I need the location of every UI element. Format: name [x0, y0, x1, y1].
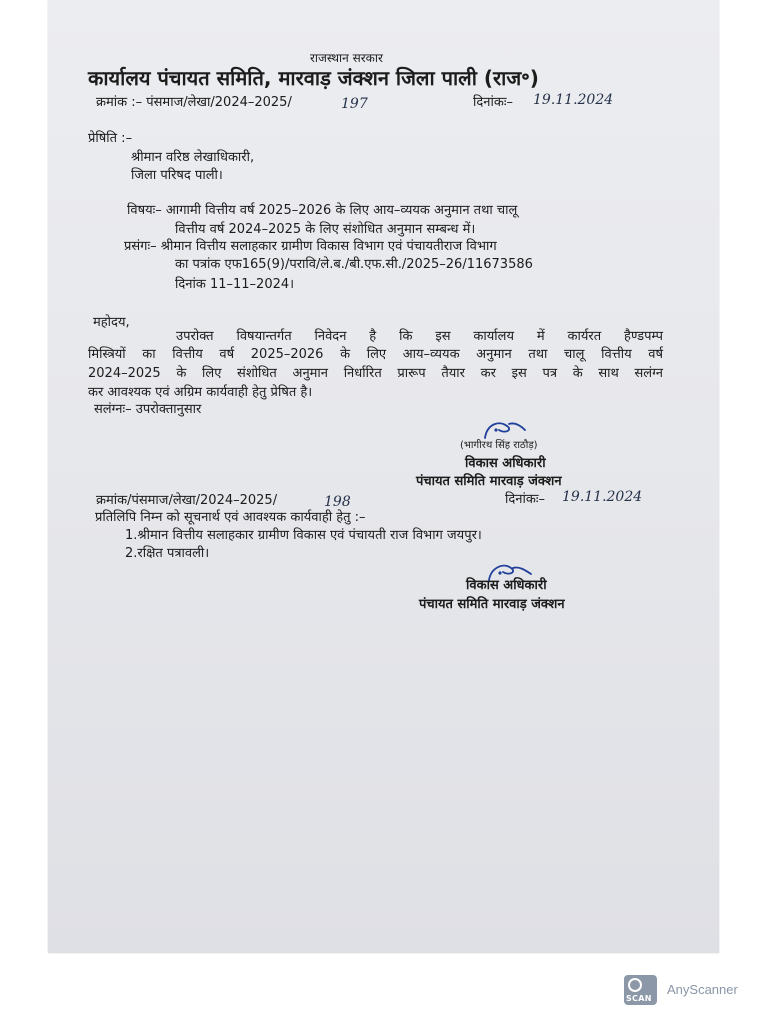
body-line-3: 2024–2025 के लिए संशोधित अनुमान निर्धारित प्रारूप तैयार कर इस पत्र के साथ सलंग्न [88, 366, 663, 381]
copy-intro: प्रतिलिपि निम्न को सूचनार्थ एवं आवश्यक कार्यवाही हेतु :– [95, 510, 366, 525]
reference-line-3: दिनांक 11–11–2024। [175, 277, 295, 292]
signatory-designation: विकास अधिकारी [465, 456, 546, 471]
copy-item-1: 1.श्रीमान वित्तीय सलाहकार ग्रामीण विकास एवं पंचायती राज विभाग जयपुर। [125, 528, 482, 543]
copy-item-2: 2.रक्षित पत्रावली। [125, 546, 210, 561]
signatory-2-designation: विकास अधिकारी [466, 578, 547, 593]
copy-reference-number-handwritten: 198 [324, 494, 351, 510]
copy-date-handwritten: 19.11.2024 [562, 489, 643, 505]
subject-line-2: वित्तीय वर्ष 2024–2025 के लिए संशोधित अनुमान सम्बन्ध में। [175, 222, 476, 237]
reference-number-handwritten: 197 [341, 96, 368, 112]
signatory-2-office: पंचायत समिति मारवाड़ जंक्शन [419, 597, 565, 612]
document-page [48, 0, 719, 953]
copy-reference-label: क्रमांक/पंसमाज/लेखा/2024–2025/ [96, 493, 278, 508]
enclosure-note: सलंग्नः– उपरोक्तानुसार [94, 402, 202, 417]
government-heading: राजस्थान सरकार [310, 51, 383, 65]
signatory-office: पंचायत समिति मारवाड़ जंक्शन [416, 474, 562, 489]
copy-date-label: दिनांकः– [505, 492, 545, 507]
recipient-line-1: श्रीमान वरिष्ठ लेखाधिकारी, [131, 150, 255, 165]
body-line-1: उपरोक्त विषयान्तर्गत निवेदन है कि इस कार्यालय में कार्यरत हैण्डपम्प [176, 329, 663, 344]
scan-ring-icon [628, 978, 642, 992]
reference-line-2: का पत्रांक एफ165(9)/परावि/ले.ब./बी.एफ.सी./2025–26/11673586 [175, 257, 533, 272]
date-handwritten: 19.11.2024 [533, 92, 614, 108]
reference-line-1: प्रसंगः– श्रीमान वित्तीय सलाहकार ग्रामीण विकास विभाग एवं पंचायतीराज विभाग [124, 239, 497, 254]
scanner-badge-text: SCAN [626, 994, 652, 1003]
subject-line-1: विषयः– आगामी वित्तीय वर्ष 2025–2026 के लिए आय–व्ययक अनुमान तथा चालू [127, 203, 518, 218]
recipient-label: प्रेषिति :– [88, 131, 133, 146]
salutation: महोदय, [93, 315, 130, 330]
date-label: दिनांकः– [473, 95, 513, 110]
scanner-brand: AnyScanner [667, 982, 738, 997]
office-title: कार्यालय पंचायत समिति, मारवाड़ जंक्शन जिला पाली (राज॰) [88, 66, 539, 90]
scanner-logo [624, 975, 657, 1005]
signatory-name: (भागीरथ सिंह राठौड़) [460, 440, 538, 451]
body-line-4: कर आवश्यक एवं अग्रिम कार्यवाही हेतु प्रेषित है। [88, 385, 313, 400]
body-line-2: मिस्त्रियों का वित्तीय वर्ष 2025–2026 के लिए आय–व्ययक अनुमान तथा चालू वित्तीय वर्ष [88, 347, 663, 362]
reference-number-label: क्रमांक :– पंसमाज/लेखा/2024–2025/ [96, 95, 292, 110]
recipient-line-2: जिला परिषद पाली। [131, 168, 223, 183]
